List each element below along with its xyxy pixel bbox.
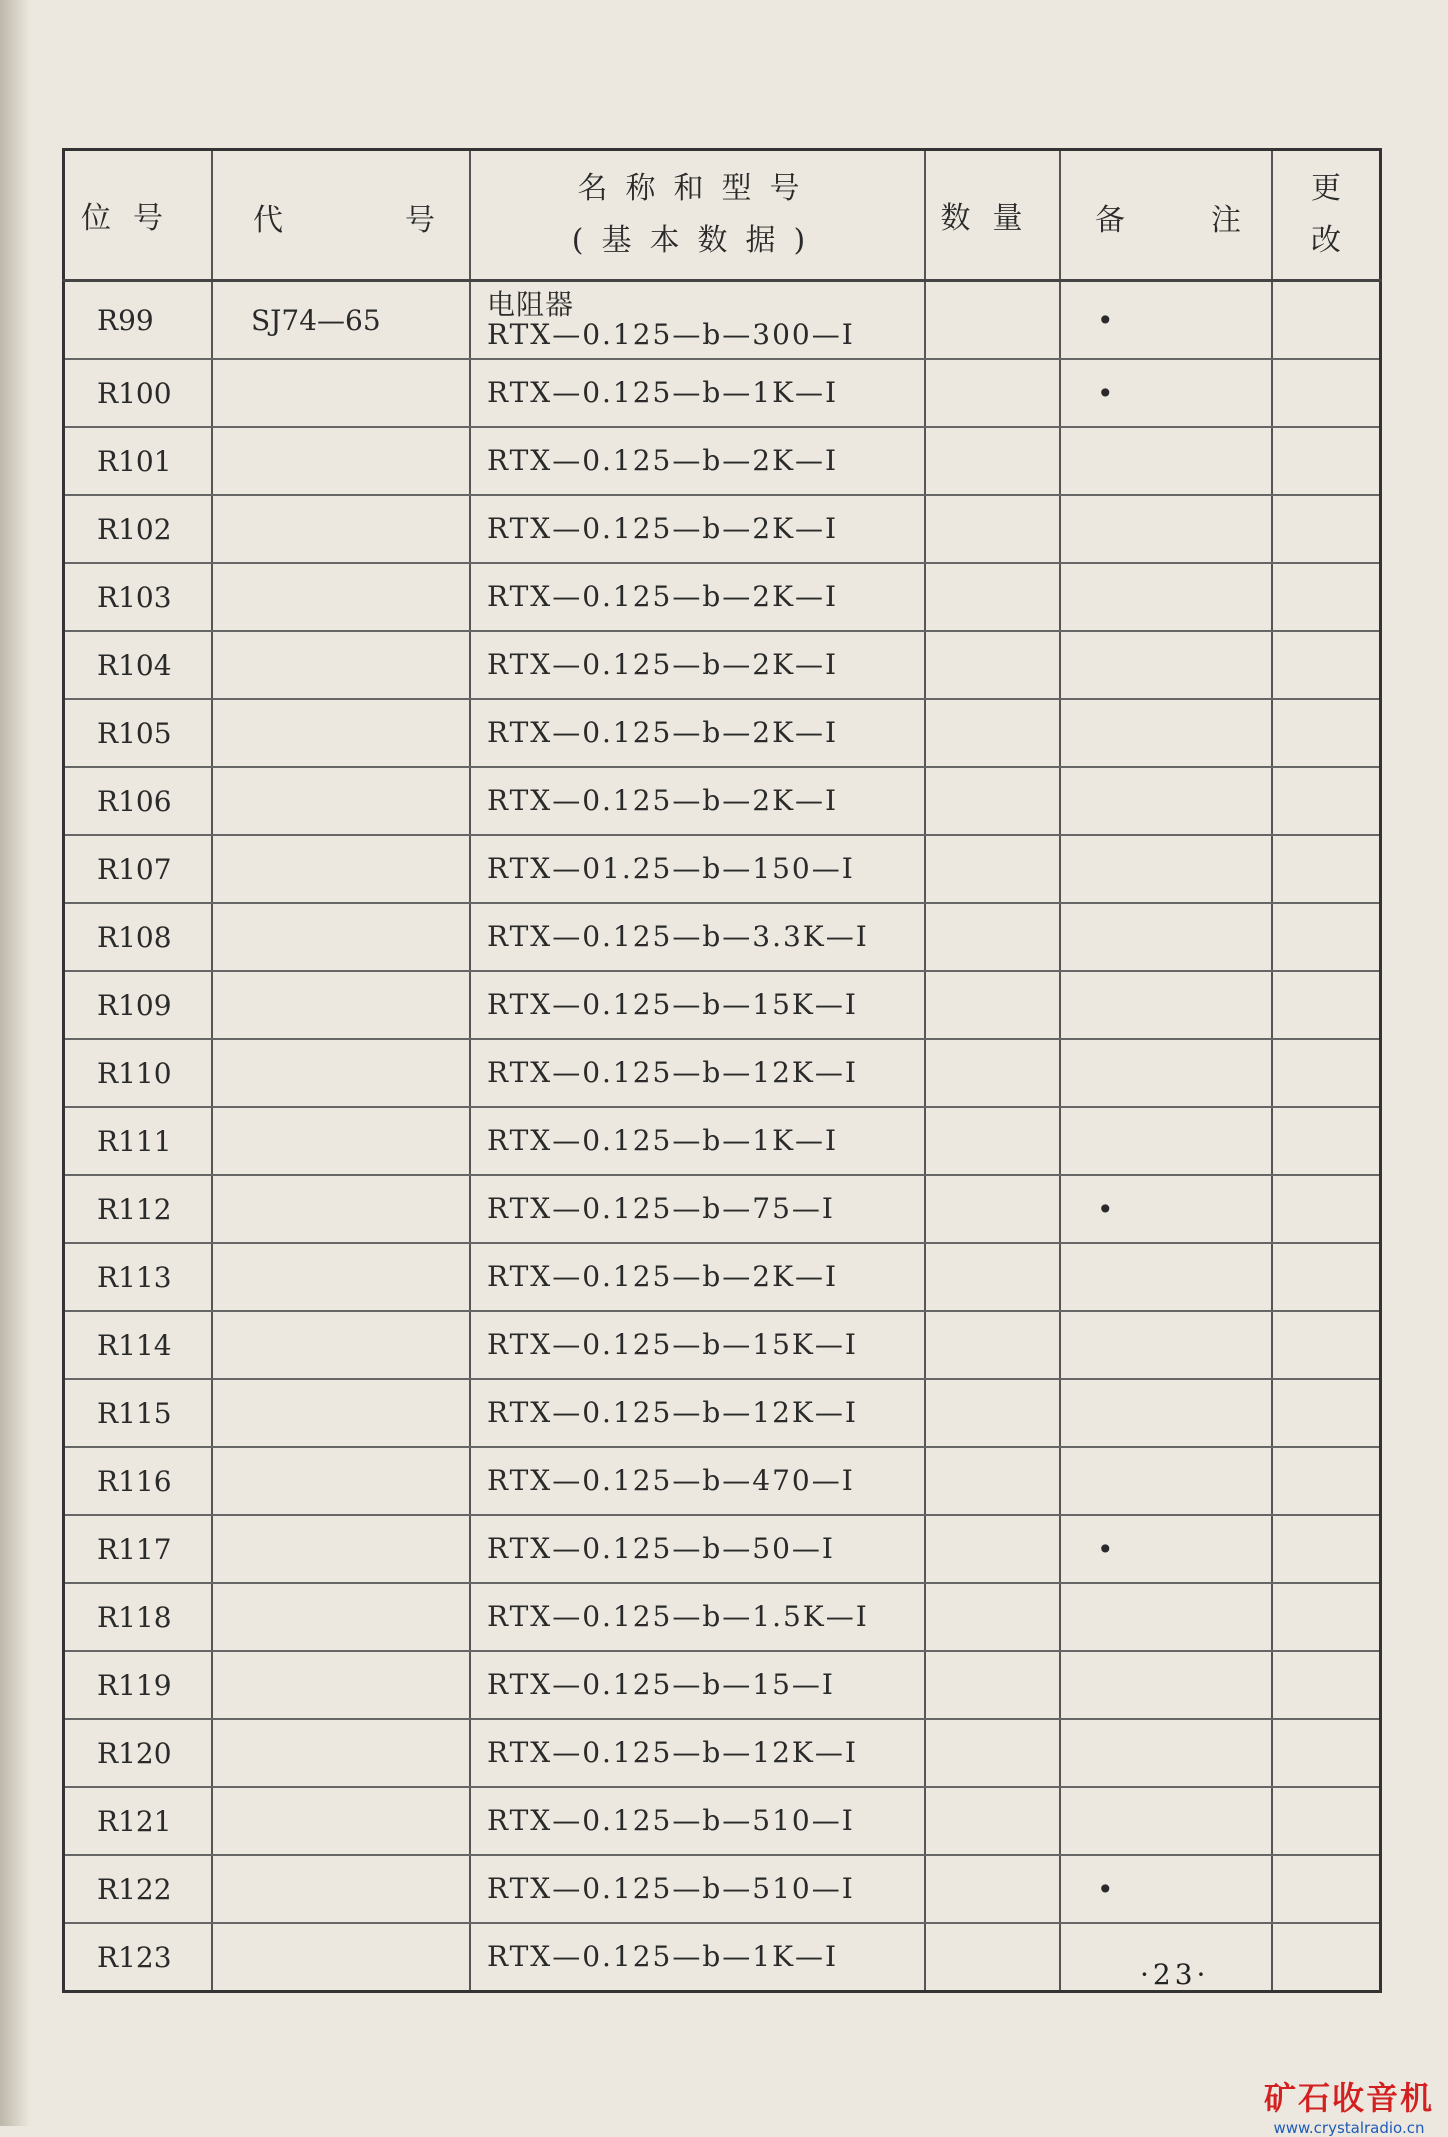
- table-row: [64, 1039, 1381, 1107]
- change-cell: [1272, 1447, 1381, 1515]
- position-cell: R102: [64, 495, 213, 563]
- component-model: RTX—0.125—b—510—Ⅰ: [487, 1872, 855, 1905]
- quantity-cell: [925, 1719, 1060, 1787]
- component-model: RTX—0.125—b—15—Ⅰ: [487, 1668, 835, 1701]
- position-cell: R100: [64, 359, 213, 427]
- position-cell: R111: [64, 1107, 213, 1175]
- remark-cell: [1060, 1787, 1272, 1855]
- position-cell: R108: [64, 903, 213, 971]
- quantity-cell: [925, 495, 1060, 563]
- name-model-cell: [470, 359, 925, 427]
- position-cell: R109: [64, 971, 213, 1039]
- remark-cell: [1060, 767, 1272, 835]
- code-cell: [212, 1583, 470, 1651]
- header-remark: [1060, 150, 1272, 281]
- quantity-cell: [925, 1243, 1060, 1311]
- quantity-cell: [925, 281, 1060, 360]
- component-model: RTX—0.125—b—2K—Ⅰ: [487, 580, 839, 613]
- table-row: [64, 699, 1381, 767]
- page-number: ·23·: [1140, 1958, 1210, 1991]
- name-model-cell: [470, 1175, 925, 1243]
- remark-cell: [1060, 631, 1272, 699]
- name-model-cell: [470, 1583, 925, 1651]
- change-cell: [1272, 1583, 1381, 1651]
- remark-cell: [1060, 1379, 1272, 1447]
- position-cell: R114: [64, 1311, 213, 1379]
- component-model: RTX—0.125—b—75—Ⅰ: [487, 1192, 835, 1225]
- remark-cell: [1060, 495, 1272, 563]
- parts-table-body: [64, 281, 1381, 1992]
- code-cell: [212, 1515, 470, 1583]
- table-row: [64, 835, 1381, 903]
- table-row: [64, 767, 1381, 835]
- position-cell: R115: [64, 1379, 213, 1447]
- remark-cell: •: [1060, 1515, 1272, 1583]
- code-cell: [212, 1243, 470, 1311]
- code-cell: [212, 1719, 470, 1787]
- change-cell: [1272, 1515, 1381, 1583]
- code-cell: [212, 1855, 470, 1923]
- code-cell: [212, 1175, 470, 1243]
- change-cell: [1272, 427, 1381, 495]
- code-cell: [212, 1923, 470, 1992]
- remark-cell: [1060, 1447, 1272, 1515]
- header-code-char-2: 号: [405, 203, 435, 238]
- quantity-cell: [925, 1583, 1060, 1651]
- component-model: RTX—0.125—b—470—Ⅰ: [487, 1464, 855, 1497]
- quantity-cell: [925, 1923, 1060, 1992]
- position-cell: R116: [64, 1447, 213, 1515]
- position-cell: R110: [64, 1039, 213, 1107]
- change-cell: [1272, 1787, 1381, 1855]
- remark-cell: [1060, 971, 1272, 1039]
- change-cell: [1272, 1243, 1381, 1311]
- name-model-cell: [470, 1107, 925, 1175]
- name-model-cell: [470, 903, 925, 971]
- remark-cell: [1060, 1719, 1272, 1787]
- change-cell: [1272, 971, 1381, 1039]
- header-change: [1272, 150, 1381, 281]
- code-cell: [212, 563, 470, 631]
- position-cell: R119: [64, 1651, 213, 1719]
- code-cell: [212, 1379, 470, 1447]
- component-model: RTX—0.125—b—2K—Ⅰ: [487, 648, 839, 681]
- table-row: [64, 563, 1381, 631]
- table-row: [64, 1107, 1381, 1175]
- table-row: [64, 1447, 1381, 1515]
- remark-cell: •: [1060, 281, 1272, 360]
- table-row: [64, 1379, 1381, 1447]
- header-row: [64, 150, 1381, 281]
- remark-cell: [1060, 699, 1272, 767]
- remark-cell: [1060, 835, 1272, 903]
- component-model: RTX—0.125—b—1K—Ⅰ: [487, 1124, 839, 1157]
- change-cell: [1272, 1719, 1381, 1787]
- quantity-cell: [925, 1175, 1060, 1243]
- name-model-cell: [470, 1719, 925, 1787]
- name-model-cell: [470, 1311, 925, 1379]
- table-row: [64, 359, 1381, 427]
- table-row: [64, 1175, 1381, 1243]
- code-cell: [212, 1787, 470, 1855]
- quantity-cell: [925, 971, 1060, 1039]
- component-model: RTX—0.125—b—2K—Ⅰ: [487, 784, 839, 817]
- component-model: RTX—0.125—b—15K—Ⅰ: [487, 988, 858, 1021]
- name-model-cell: [470, 1515, 925, 1583]
- name-model-cell: [470, 767, 925, 835]
- change-cell: [1272, 281, 1381, 360]
- change-cell: [1272, 359, 1381, 427]
- code-cell: [212, 1447, 470, 1515]
- change-cell: [1272, 1039, 1381, 1107]
- table-row: [64, 903, 1381, 971]
- header-quantity: 数量: [925, 150, 1060, 281]
- name-model-cell: [470, 835, 925, 903]
- header-name-line1: 名称和型号: [577, 171, 818, 206]
- quantity-cell: [925, 903, 1060, 971]
- position-cell: R99: [64, 281, 213, 360]
- remark-cell: [1060, 1311, 1272, 1379]
- code-cell: [212, 1651, 470, 1719]
- table-row: [64, 495, 1381, 563]
- code-cell: [212, 767, 470, 835]
- table-row: [64, 1855, 1381, 1923]
- page-edge-shadow: [0, 0, 30, 2126]
- component-model: RTX—0.125—b—2K—Ⅰ: [487, 1260, 839, 1293]
- quantity-cell: [925, 1039, 1060, 1107]
- remark-cell: [1060, 1651, 1272, 1719]
- name-model-cell: [470, 1039, 925, 1107]
- table-row: [64, 1583, 1381, 1651]
- name-model-cell: [470, 1787, 925, 1855]
- name-model-cell: [470, 1651, 925, 1719]
- name-model-cell: [470, 427, 925, 495]
- header-code: [212, 150, 470, 281]
- component-model: RTX—0.125—b—1K—Ⅰ: [487, 376, 839, 409]
- table-row: [64, 1719, 1381, 1787]
- code-cell: [212, 359, 470, 427]
- table-row: [64, 971, 1381, 1039]
- table-row: [64, 1651, 1381, 1719]
- quantity-cell: [925, 1107, 1060, 1175]
- quantity-cell: [925, 1787, 1060, 1855]
- code-cell: [212, 699, 470, 767]
- component-model: RTX—0.125—b—1K—Ⅰ: [487, 1940, 839, 1973]
- component-model: RTX—0.125—b—12K—Ⅰ: [487, 1736, 858, 1769]
- change-cell: [1272, 835, 1381, 903]
- header-change-line2: 改: [1311, 223, 1341, 258]
- position-cell: R112: [64, 1175, 213, 1243]
- name-model-cell: [470, 971, 925, 1039]
- watermark-logo: [1264, 2073, 1434, 2137]
- remark-cell: [1060, 1107, 1272, 1175]
- position-cell: R104: [64, 631, 213, 699]
- table-row: [64, 1311, 1381, 1379]
- name-model-cell: [470, 699, 925, 767]
- change-cell: [1272, 495, 1381, 563]
- remark-cell: [1060, 1243, 1272, 1311]
- component-model: RTX—0.125—b—12K—Ⅰ: [487, 1056, 858, 1089]
- position-cell: R123: [64, 1923, 213, 1992]
- remark-cell: [1060, 1039, 1272, 1107]
- code-cell: [212, 631, 470, 699]
- change-cell: [1272, 1651, 1381, 1719]
- position-cell: R107: [64, 835, 213, 903]
- change-cell: [1272, 1855, 1381, 1923]
- change-cell: [1272, 903, 1381, 971]
- name-model-cell: [470, 495, 925, 563]
- position-cell: R117: [64, 1515, 213, 1583]
- watermark-title: 矿石收音机: [1263, 2079, 1434, 2117]
- change-cell: [1272, 1311, 1381, 1379]
- quantity-cell: [925, 767, 1060, 835]
- quantity-cell: [925, 1447, 1060, 1515]
- position-cell: R113: [64, 1243, 213, 1311]
- name-model-cell: [470, 1855, 925, 1923]
- name-model-cell: [470, 1379, 925, 1447]
- component-model: RTX—0.125—b—3.3K—Ⅰ: [487, 920, 869, 953]
- component-model: RTX—0.125—b—12K—Ⅰ: [487, 1396, 858, 1429]
- table-row: [64, 281, 1381, 360]
- position-cell: R118: [64, 1583, 213, 1651]
- quantity-cell: [925, 1311, 1060, 1379]
- component-model: RTX—0.125—b—15K—Ⅰ: [487, 1328, 858, 1361]
- code-cell: SJ74—65: [212, 281, 470, 360]
- remark-cell: [1060, 563, 1272, 631]
- change-cell: [1272, 699, 1381, 767]
- name-model-cell: [470, 1243, 925, 1311]
- code-cell: [212, 903, 470, 971]
- quantity-cell: [925, 1515, 1060, 1583]
- component-model: RTX—0.125—b—2K—Ⅰ: [487, 716, 839, 749]
- quantity-cell: [925, 359, 1060, 427]
- parts-list-table: [62, 148, 1382, 1993]
- quantity-cell: [925, 835, 1060, 903]
- change-cell: [1272, 631, 1381, 699]
- component-model: RTX—0.125—b—300—Ⅰ: [487, 318, 855, 351]
- component-model: RTX—0.125—b—2K—Ⅰ: [487, 444, 839, 477]
- component-model: RTX—01.25—b—150—Ⅰ: [487, 852, 855, 885]
- watermark-url: www.crystalradio.cn: [1273, 2119, 1425, 2137]
- quantity-cell: [925, 631, 1060, 699]
- change-cell: [1272, 767, 1381, 835]
- quantity-cell: [925, 1651, 1060, 1719]
- code-cell: [212, 835, 470, 903]
- header-change-line1: 更: [1311, 171, 1341, 206]
- remark-cell: [1060, 1583, 1272, 1651]
- header-name-line2: (基本数据): [571, 223, 824, 258]
- change-cell: [1272, 1379, 1381, 1447]
- quantity-cell: [925, 427, 1060, 495]
- remark-cell: •: [1060, 1175, 1272, 1243]
- remark-cell: [1060, 427, 1272, 495]
- name-model-cell: [470, 1923, 925, 1992]
- header-remark-char-2: 注: [1211, 203, 1241, 238]
- table-row: [64, 1243, 1381, 1311]
- change-cell: [1272, 563, 1381, 631]
- position-cell: R106: [64, 767, 213, 835]
- name-model-cell: [470, 281, 925, 360]
- header-code-char-1: 代: [253, 203, 283, 238]
- code-cell: [212, 1107, 470, 1175]
- change-cell: [1272, 1923, 1381, 1992]
- quantity-cell: [925, 1379, 1060, 1447]
- header-remark-char-1: 备: [1095, 203, 1125, 238]
- code-cell: [212, 495, 470, 563]
- change-cell: [1272, 1107, 1381, 1175]
- component-model: RTX—0.125—b—1.5K—Ⅰ: [487, 1600, 869, 1633]
- component-model: RTX—0.125—b—2K—Ⅰ: [487, 512, 839, 545]
- position-cell: R101: [64, 427, 213, 495]
- name-model-cell: [470, 563, 925, 631]
- table-row: [64, 427, 1381, 495]
- remark-cell: •: [1060, 359, 1272, 427]
- name-model-cell: [470, 1447, 925, 1515]
- position-cell: R103: [64, 563, 213, 631]
- code-cell: [212, 971, 470, 1039]
- position-cell: R120: [64, 1719, 213, 1787]
- header-name-model: [470, 150, 925, 281]
- component-category: 电阻器: [487, 288, 575, 321]
- position-cell: R105: [64, 699, 213, 767]
- remark-cell: [1060, 903, 1272, 971]
- quantity-cell: [925, 563, 1060, 631]
- change-cell: [1272, 1175, 1381, 1243]
- table-row: [64, 1515, 1381, 1583]
- code-cell: [212, 1039, 470, 1107]
- table-row: [64, 631, 1381, 699]
- name-model-cell: [470, 631, 925, 699]
- component-model: RTX—0.125—b—50—Ⅰ: [487, 1532, 835, 1565]
- code-cell: [212, 427, 470, 495]
- table-row: [64, 1787, 1381, 1855]
- code-cell: [212, 1311, 470, 1379]
- header-position: 位号: [64, 150, 213, 281]
- remark-cell: •: [1060, 1855, 1272, 1923]
- position-cell: R121: [64, 1787, 213, 1855]
- position-cell: R122: [64, 1855, 213, 1923]
- quantity-cell: [925, 1855, 1060, 1923]
- quantity-cell: [925, 699, 1060, 767]
- component-model: RTX—0.125—b—510—Ⅰ: [487, 1804, 855, 1837]
